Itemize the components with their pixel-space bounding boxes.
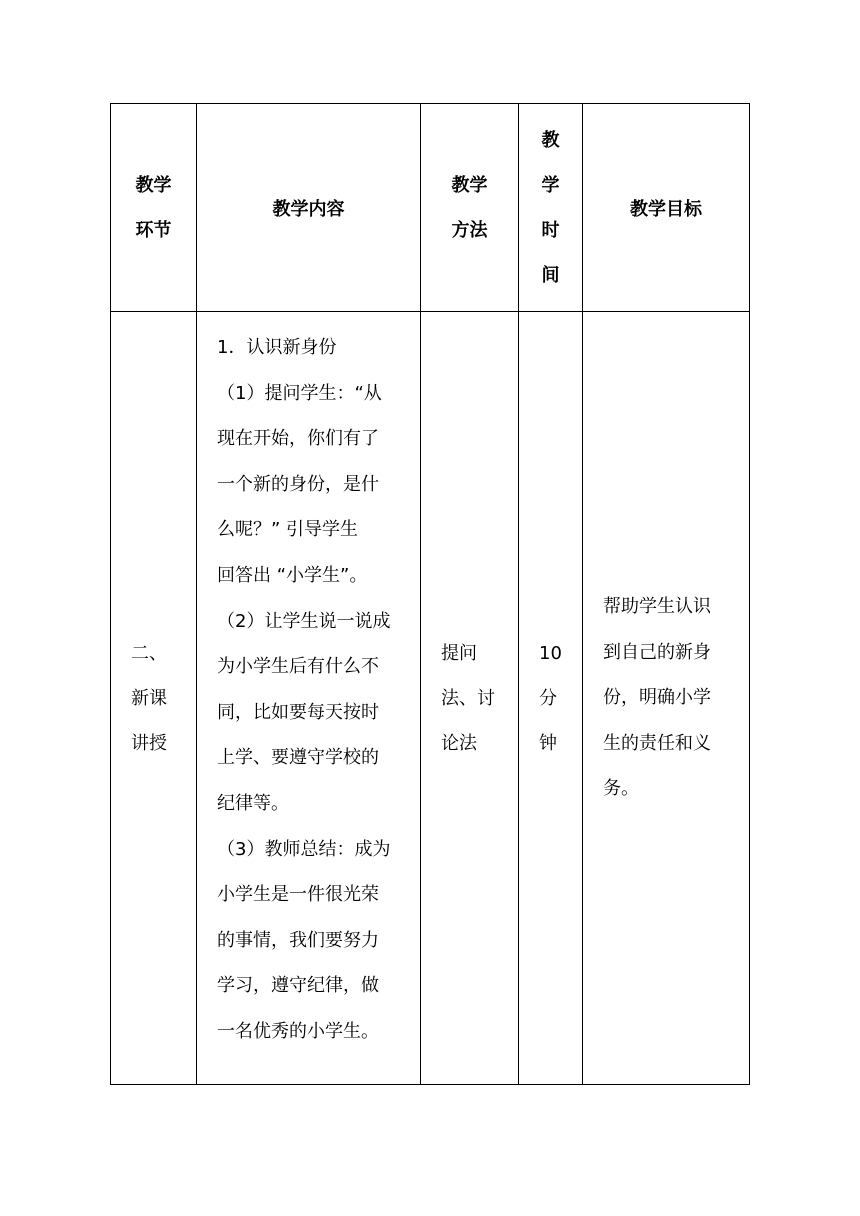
- header-time-line-3: 时: [541, 219, 560, 241]
- header-time-line-2: 学: [541, 174, 560, 196]
- goal-line-1: 帮助学生认识: [603, 596, 711, 618]
- goal-line-5: 务。: [603, 778, 639, 800]
- header-stage-line-2: 环节: [135, 219, 172, 241]
- lesson-plan-table: [110, 103, 750, 1085]
- content-cell: [197, 312, 421, 1085]
- content-line: 一个新的身份，是什: [217, 473, 379, 495]
- content-line: （1）提问学生：“从: [217, 382, 382, 404]
- content-line: 么呢？” 引导学生: [217, 519, 359, 541]
- time-cell: [519, 312, 583, 1085]
- time-line-1: 10: [539, 642, 562, 664]
- header-method-line-2: 方法: [451, 219, 488, 241]
- content-line: 纪律等。: [217, 792, 289, 814]
- table-row: [111, 312, 750, 1085]
- content-line: 1．认识新身份: [217, 337, 337, 358]
- header-method: [421, 104, 519, 312]
- content-line: （2）让学生说一说成: [217, 610, 391, 632]
- header-stage-line-1: 教学: [135, 174, 172, 196]
- header-time-line-4: 间: [541, 264, 560, 286]
- content-line: 小学生是一件很光荣: [217, 884, 379, 906]
- header-time-line-1: 教: [541, 129, 560, 151]
- header-stage: [111, 104, 197, 312]
- stage-line-3: 讲授: [131, 732, 167, 754]
- content-line: 回答出 “小学生”。: [217, 564, 368, 586]
- method-line-2: 法、讨: [441, 687, 495, 709]
- content-line: 一名优秀的小学生。: [217, 1020, 379, 1042]
- table-header-row: [111, 104, 750, 312]
- stage-line-2: 新课: [131, 687, 167, 709]
- content-line: 现在开始，你们有了: [217, 428, 379, 450]
- content-line: （3）教师总结：成为: [217, 838, 391, 860]
- content-line: 同，比如要每天按时: [217, 701, 379, 723]
- header-time: [519, 104, 583, 312]
- content-line: 为小学生后有什么不: [217, 656, 379, 678]
- time-line-2: 分: [539, 687, 557, 709]
- method-line-3: 论法: [441, 732, 477, 754]
- content-line: 上学、要遵守学校的: [217, 747, 379, 769]
- goal-line-4: 生的责任和义: [603, 732, 711, 754]
- goal-line-3: 份，明确小学: [603, 687, 711, 709]
- method-cell: [421, 312, 519, 1085]
- time-line-3: 钟: [539, 732, 557, 754]
- header-goal: 教学目标: [583, 104, 750, 312]
- goal-line-2: 到自己的新身: [603, 641, 711, 663]
- stage-cell: [111, 312, 197, 1085]
- header-method-line-1: 教学: [451, 174, 488, 196]
- stage-line-1: 二、: [131, 642, 167, 664]
- content-line: 学习，遵守纪律，做: [217, 975, 379, 997]
- method-line-1: 提问: [441, 642, 477, 664]
- content-line: 的事情，我们要努力: [217, 929, 379, 951]
- header-content: 教学内容: [197, 104, 421, 312]
- goal-cell: [583, 312, 750, 1085]
